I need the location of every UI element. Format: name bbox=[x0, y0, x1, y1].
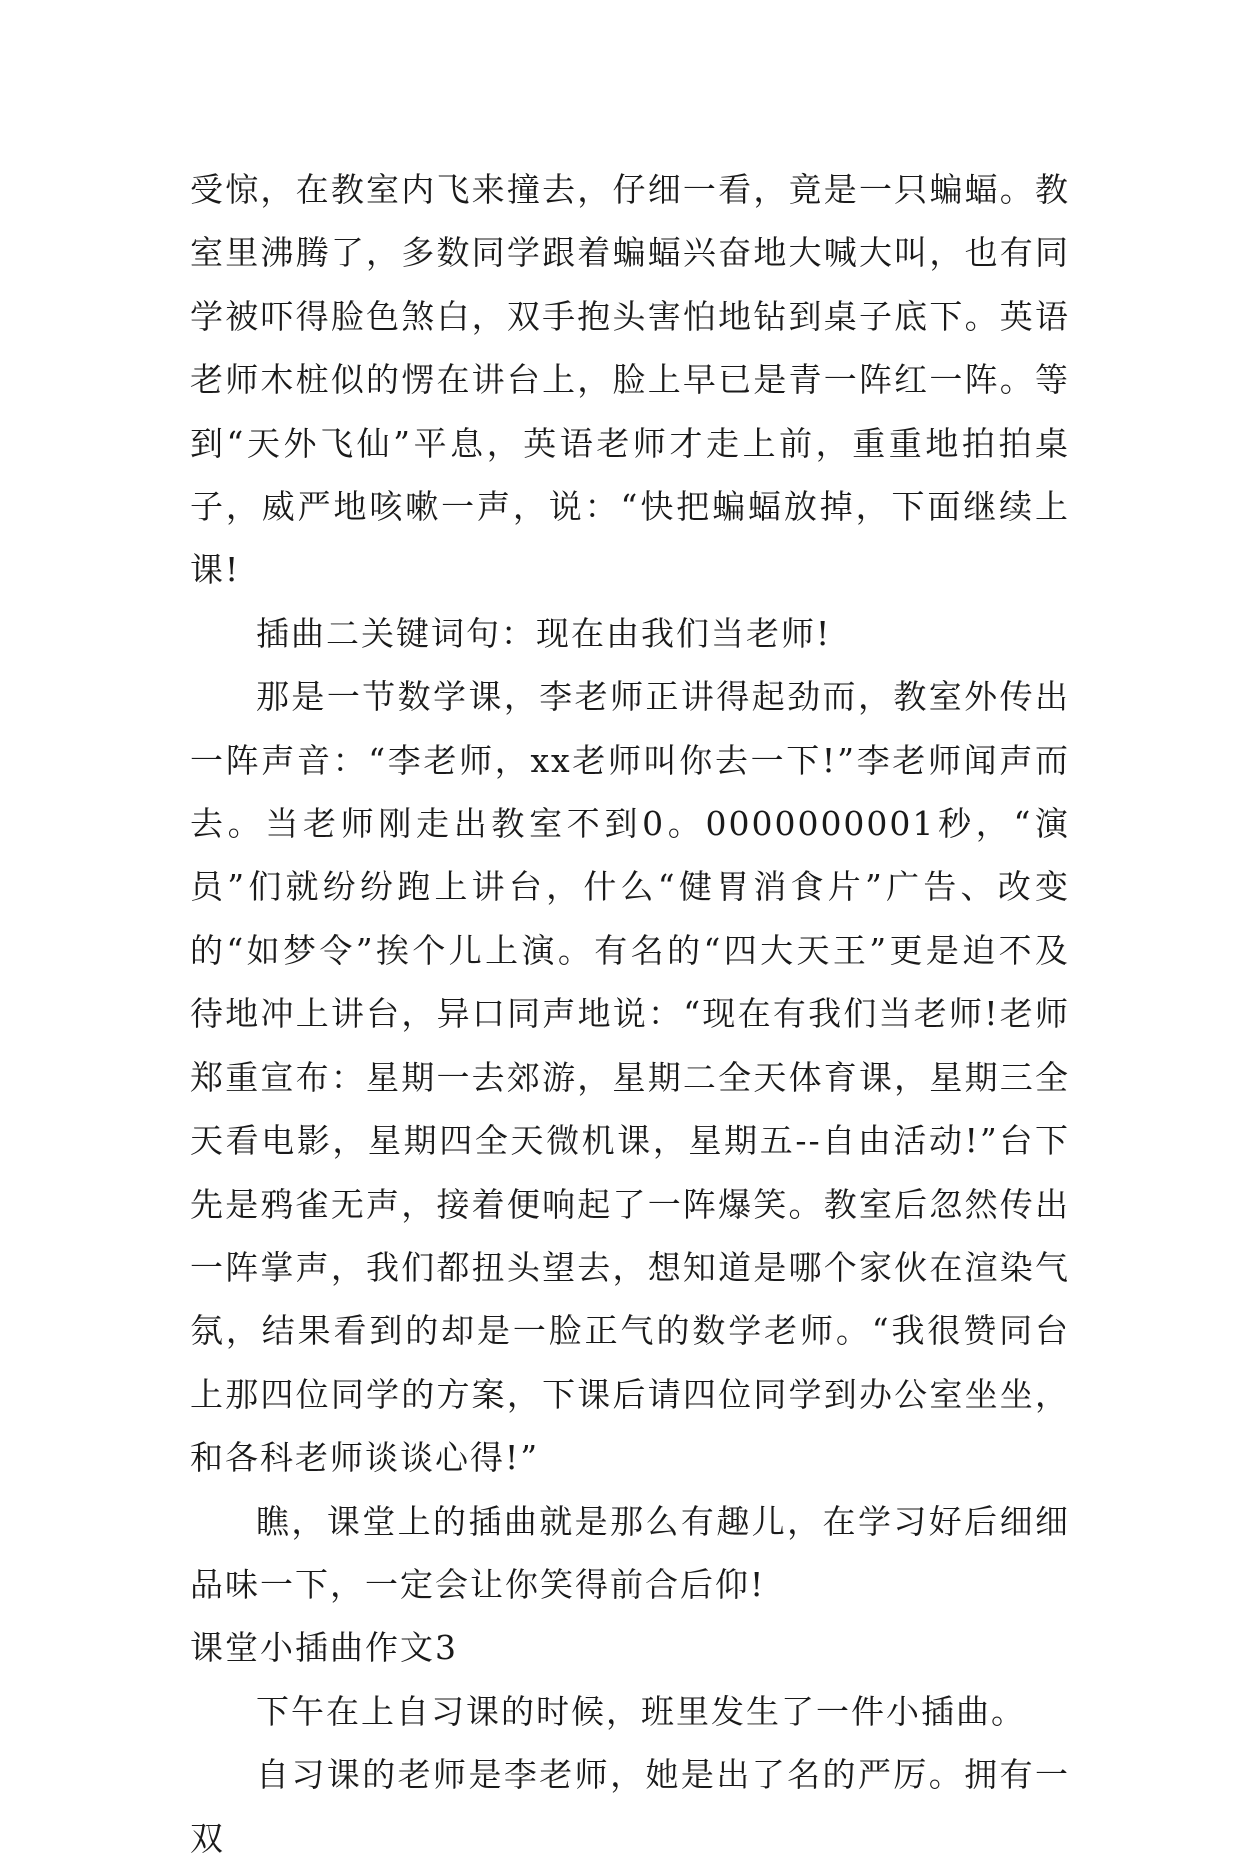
section-heading: 课堂小插曲作文3 bbox=[190, 1628, 458, 1668]
paragraph-math-class: 那是一节数学课，李老师正讲得起劲而，教室外传出一阵声音：“李老师，xx老师叫你去一下!”李老师闻声而去。当老师刚走出教室不到0。0000000001秒，“演员”们就纷纷跑上讲台，什么“健胃消食片”广告、改变的“如梦令”挨个儿上演。有名的“四大天王”更是迫不及待地冲上讲台，异口同声地说：“现在有我们当老师!老师郑重宣布：星期一去郊游，星期二全天体育课，星期三全天看电影，星期四全天微机课，星期五--自由活动!”台下先是鸦雀无声，接着便响起了一阵爆笑。教室后忽然传出一阵掌声，我们都扭头望去，想知道是哪个家伙在渲染气氛，结果看到的却是一脸正气的数学老师。“我很赞同台上那四位同学的方案，下课后请四位同学到办公室坐坐，和各科老师谈谈心得!” bbox=[190, 677, 1070, 1478]
document-body bbox=[190, 158, 1070, 1870]
paragraph-episode-two-keywords: 插曲二关键词句：现在由我们当老师! bbox=[256, 613, 832, 653]
paragraph-conclusion: 瞧，课堂上的插曲就是那么有趣儿，在学习好后细细品味一下，一定会让你笑得前合后仰! bbox=[190, 1501, 1070, 1604]
paragraph-continued: 受惊，在教室内飞来撞去，仔细一看，竟是一只蝙蝠。教室里沸腾了，多数同学跟着蝙蝠兴奋地大喊大叫，也有同学被吓得脸色煞白，双手抱头害怕地钻到桌子底下。英语老师木桩似的愣在讲台上，脸上早已是青一阵红一阵。等到“天外飞仙”平息，英语老师才走上前，重重地拍拍桌子，威严地咳嗽一声，说：“快把蝙蝠放掉，下面继续上课! bbox=[190, 170, 1070, 590]
paragraph-teacher-li: 自习课的老师是李老师，她是出了名的严厉。拥有一双 bbox=[190, 1755, 1070, 1858]
paragraph-self-study-intro: 下午在上自习课的时候，班里发生了一件小插曲。 bbox=[256, 1691, 1026, 1731]
